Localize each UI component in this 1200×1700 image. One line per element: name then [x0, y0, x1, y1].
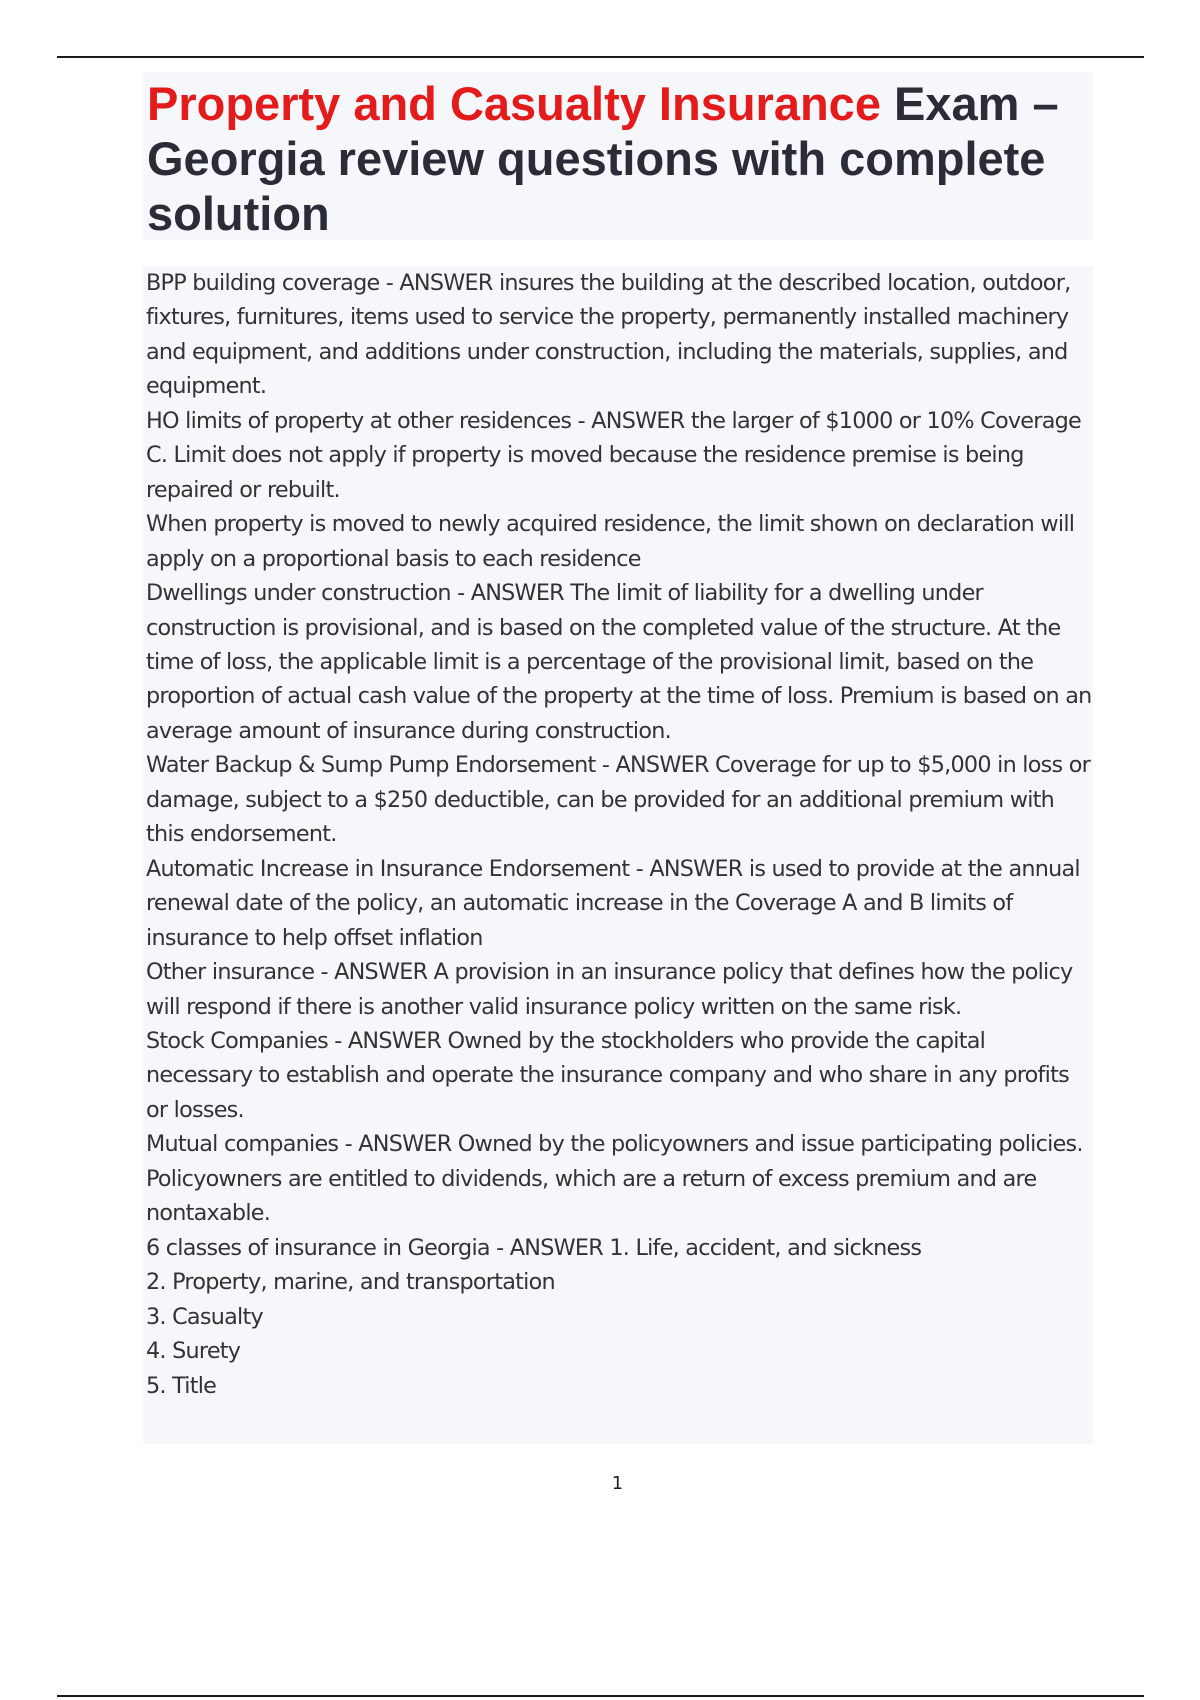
qa-text: BPP building coverage - ANSWER insures the building at the described location, outdoor, fixtures, furnitures, items used to service the property, permanently installed machinery and equipment, and additions under construction, including the materials, supplies, and equipment. HO limits of property at other residences - ANSWER the larger of $1000 or 10% Coverage C. Limit does not apply if property is moved because the residence premise is being repaired or rebuilt. When property is moved to newly acquired residence, the limit shown on declaration will apply on a proportional basis to each residence Dwellings under construction - ANSWER The limit of liability for a dwelling under construction is provisional, and is based on the completed value of the structure. At the time of loss, the applicable limit is a percentage of the provisional limit, based on the proportion of actual cash value of the property at the time of loss. Premium is based on an average amount of insurance during construction. Water Backup & Sump Pump Endorsement - ANSWER Coverage for up to $5,000 in loss or damage, subject to a $250 deductible, can be provided for an additional premium with this endorsement. Automatic Increase in Insurance Endorsement - ANSWER is used to provide at the annual renewal date of the policy, an automatic increase in the Coverage A and B limits of insurance to help offset inflation Other insurance - ANSWER A provision in an insurance policy that defines how the policy will respond if there is another valid insurance policy written on the same risk. Stock Companies - ANSWER Owned by the stockholders who provide the capital necessary to establish and operate the insurance company and who share in any profits or losses. Mutual companies - ANSWER Owned by the policyowners and issue participating policies. Policyowners are entitled to dividends, which are a return of excess premium and are nontaxable. 6 classes of insurance in Georgia - ANSWER 1. Life, accident, and sickness 2. Property, marine, and transportation 3. Casualty 4. Surety 5. Title	[146, 270, 1092, 1399]
page-number: 1	[611, 1473, 624, 1494]
title-block	[143, 72, 1093, 240]
bottom-rule	[57, 1695, 1144, 1697]
title-highlight: Property and Casualty Insurance	[147, 77, 881, 130]
document-title	[143, 72, 1093, 241]
qa-content	[143, 266, 1093, 1444]
title-rest: Exam – Georgia review questions with complete solution	[147, 77, 1059, 240]
top-rule	[57, 56, 1144, 58]
